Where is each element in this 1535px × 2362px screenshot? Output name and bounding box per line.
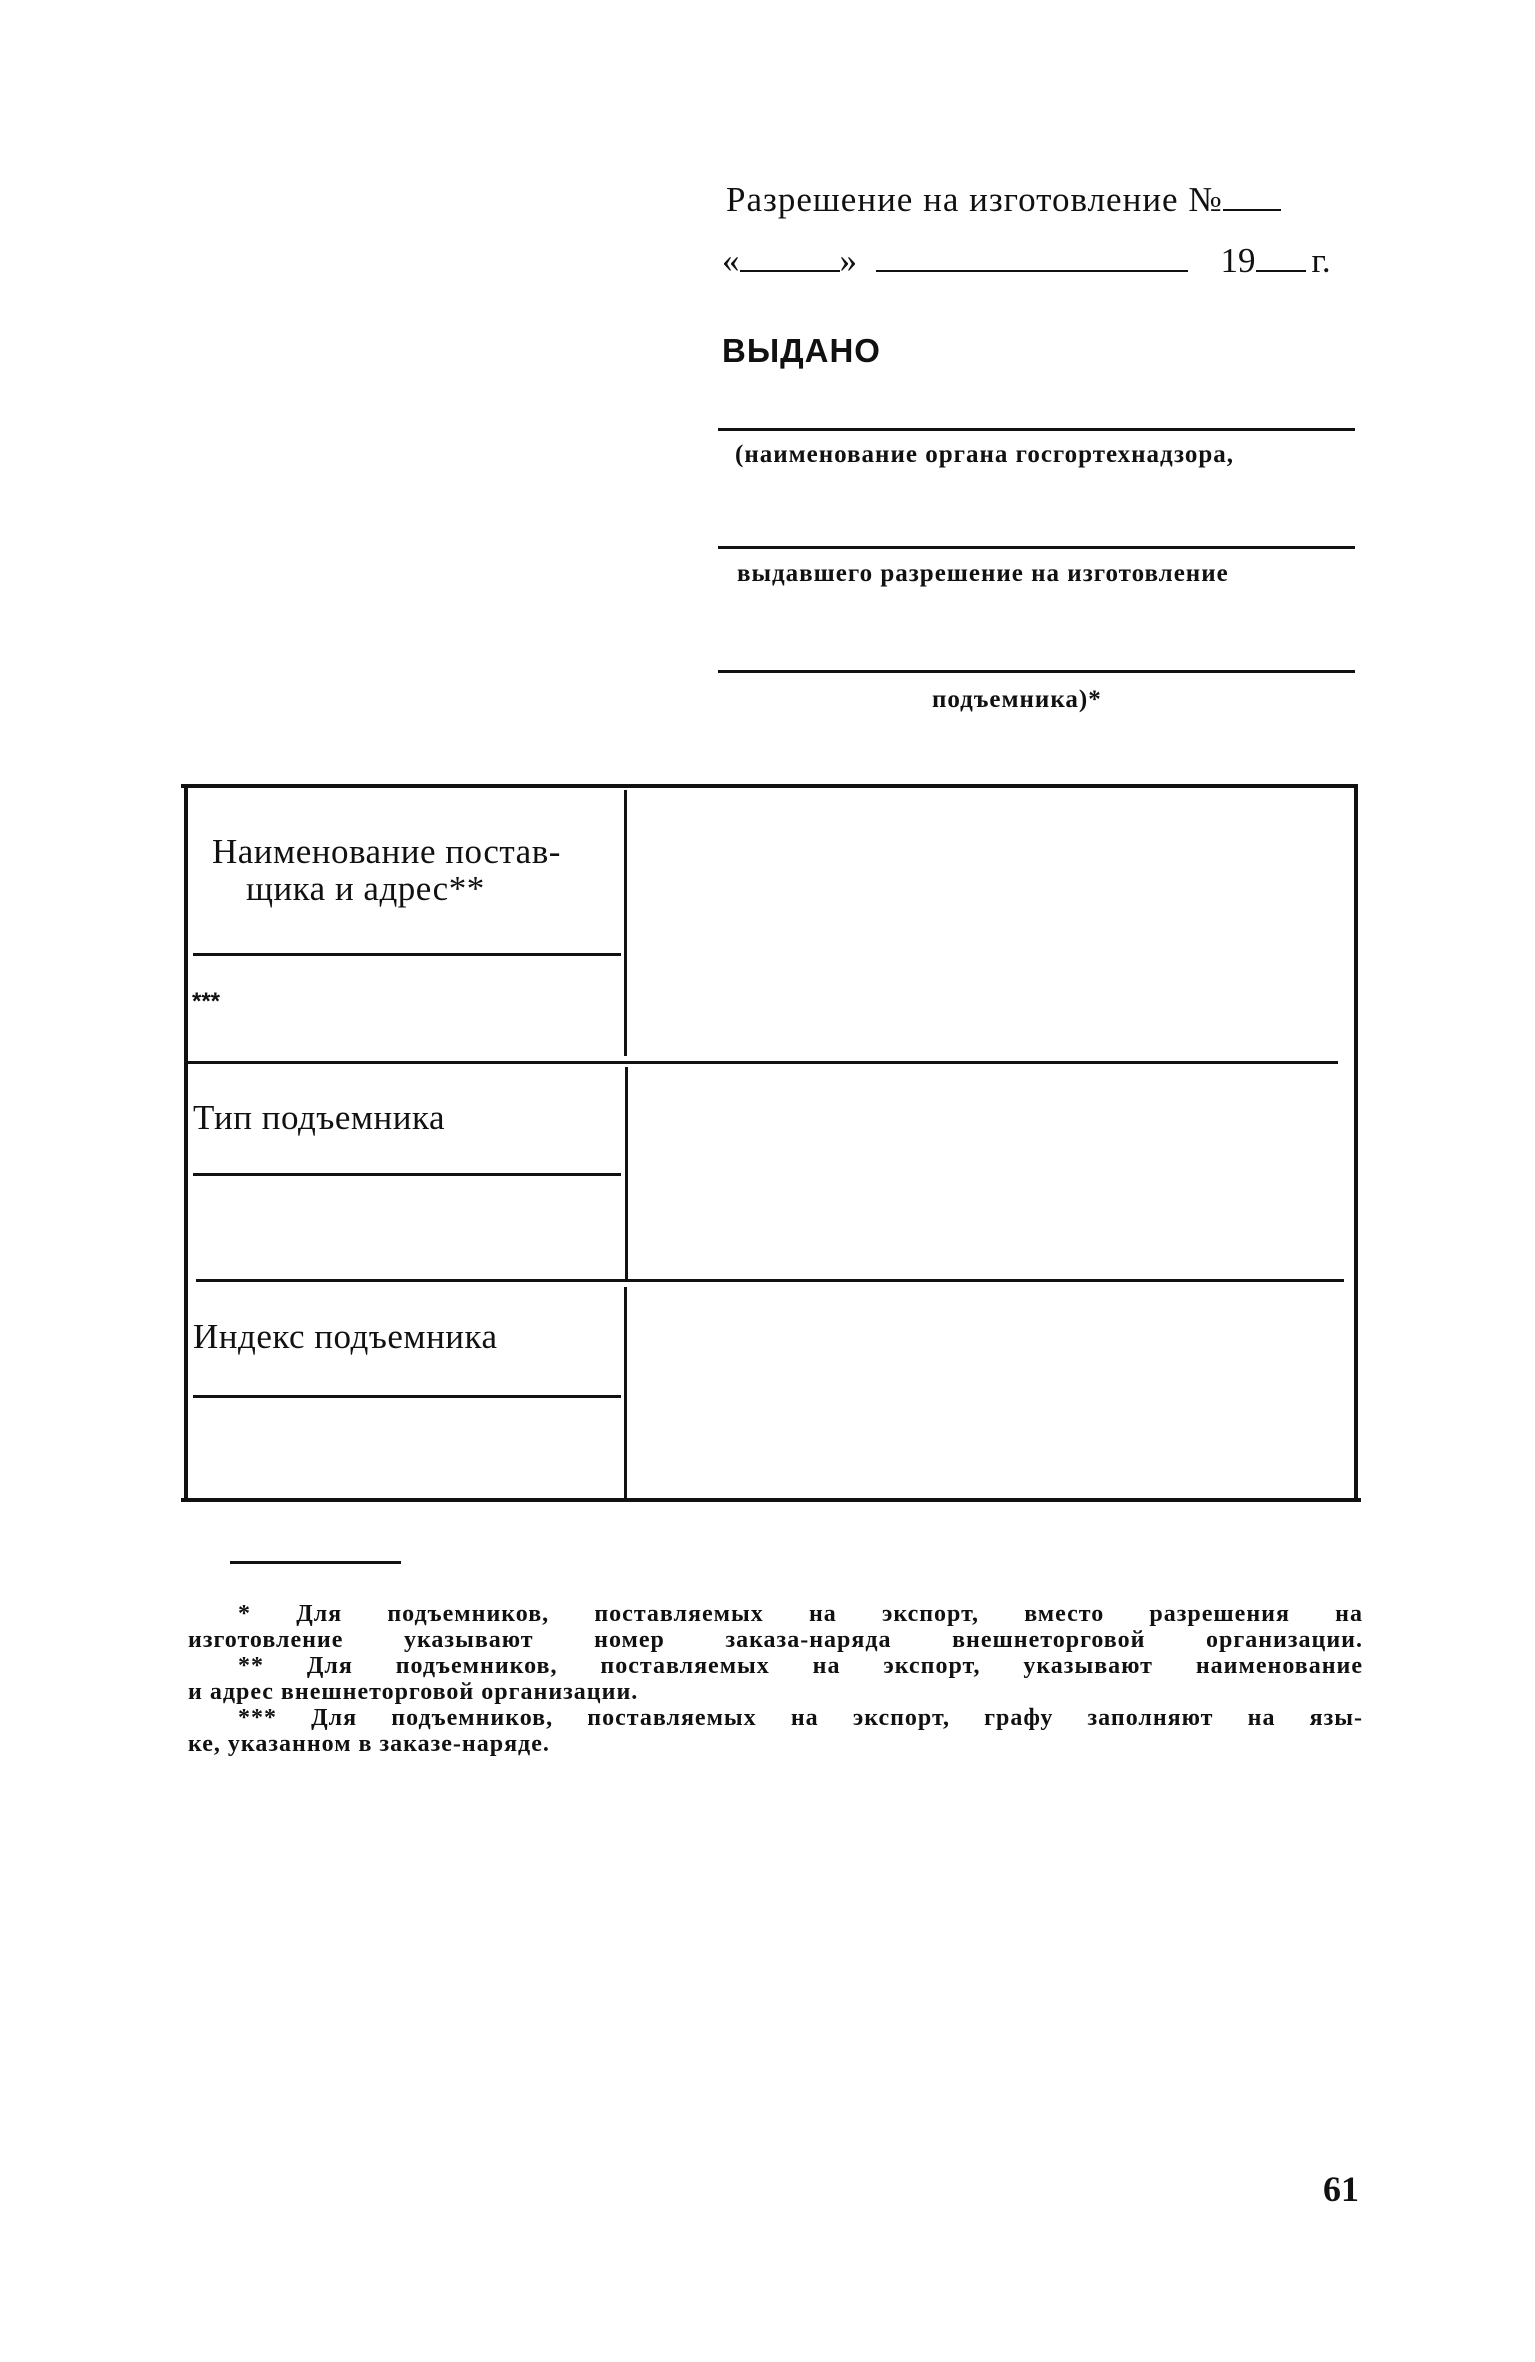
lift-type-extra-cell[interactable] (190, 1178, 620, 1278)
row-divider-supplier (188, 1061, 1338, 1064)
lift-index-label: Индекс подъемника (193, 1317, 498, 1356)
quote-open: « (722, 241, 740, 280)
table-top-border (181, 784, 1358, 788)
stars-label: *** (192, 988, 221, 1015)
supplier-value-cell[interactable] (630, 792, 1350, 1058)
supplier-label-line-2: щика и адрес** (246, 869, 485, 908)
footnote-3-line-2: ке, указанном в заказе-наряде. (188, 1731, 550, 1757)
year-suffix: г. (1311, 241, 1331, 280)
lift-index-value-cell[interactable] (630, 1284, 1350, 1496)
subdivider-type (193, 1173, 621, 1176)
footnote-2-line-1: ** Для подъемников, поставляемых на экспорт, указывают наименование (238, 1653, 1363, 1679)
year-prefix: 19 (1220, 241, 1256, 280)
subdivider-supplier (193, 953, 621, 956)
issued-by-line-3[interactable] (718, 670, 1355, 673)
issued-by-line-2[interactable] (718, 546, 1355, 549)
permit-label: Разрешение на изготовление № (726, 180, 1223, 219)
row-divider-type (196, 1279, 1344, 1282)
stars-value-cell[interactable] (190, 958, 620, 1058)
footnote-separator (230, 1561, 401, 1564)
table-left-border (184, 787, 188, 1500)
column-divider-1 (624, 790, 627, 1056)
year-blank[interactable] (1256, 244, 1306, 272)
footnote-1-line-2: изготовление указывают номер заказа-наряда внешнеторговой организации. (188, 1627, 1363, 1653)
column-divider-2 (625, 1067, 628, 1281)
lift-index-extra-cell[interactable] (190, 1400, 620, 1496)
table-right-border (1354, 787, 1358, 1500)
lift-type-label: Тип подъемника (193, 1098, 445, 1137)
footnotes (188, 1601, 1363, 1757)
quote-close: » (839, 241, 857, 280)
footnote-2-line-2: и адрес внешнеторговой организации. (188, 1679, 639, 1705)
page-number: 61 (1323, 2169, 1359, 2209)
footnote-1-line-1: * Для подъемников, поставляемых на экспорт, вместо разрешения на (238, 1601, 1363, 1627)
date-line (722, 241, 1331, 281)
month-blank[interactable] (876, 244, 1188, 272)
permit-number-blank[interactable] (1223, 183, 1281, 211)
lift-type-value-cell[interactable] (630, 1066, 1350, 1278)
issued-heading: ВЫДАНО (722, 332, 881, 369)
column-divider-3 (624, 1287, 627, 1499)
permit-number-line (726, 180, 1281, 220)
table-bottom-border (181, 1498, 1361, 1502)
issued-by-caption-2: выдавшего разрешение на изготовление (737, 560, 1229, 587)
supplier-label-line-1: Наименование постав- (212, 832, 561, 871)
supplier-label (212, 833, 612, 907)
day-blank[interactable] (740, 244, 840, 272)
footnote-3-line-1: *** Для подъемников, поставляемых на экспорт, графу заполняют на язы- (238, 1705, 1363, 1731)
issued-by-caption-3: подъемника)* (932, 686, 1102, 713)
issued-by-caption-1: (наименование органа госгортехнадзора, (735, 441, 1235, 468)
issued-by-line-1[interactable] (718, 428, 1355, 431)
subdivider-index (193, 1395, 621, 1398)
